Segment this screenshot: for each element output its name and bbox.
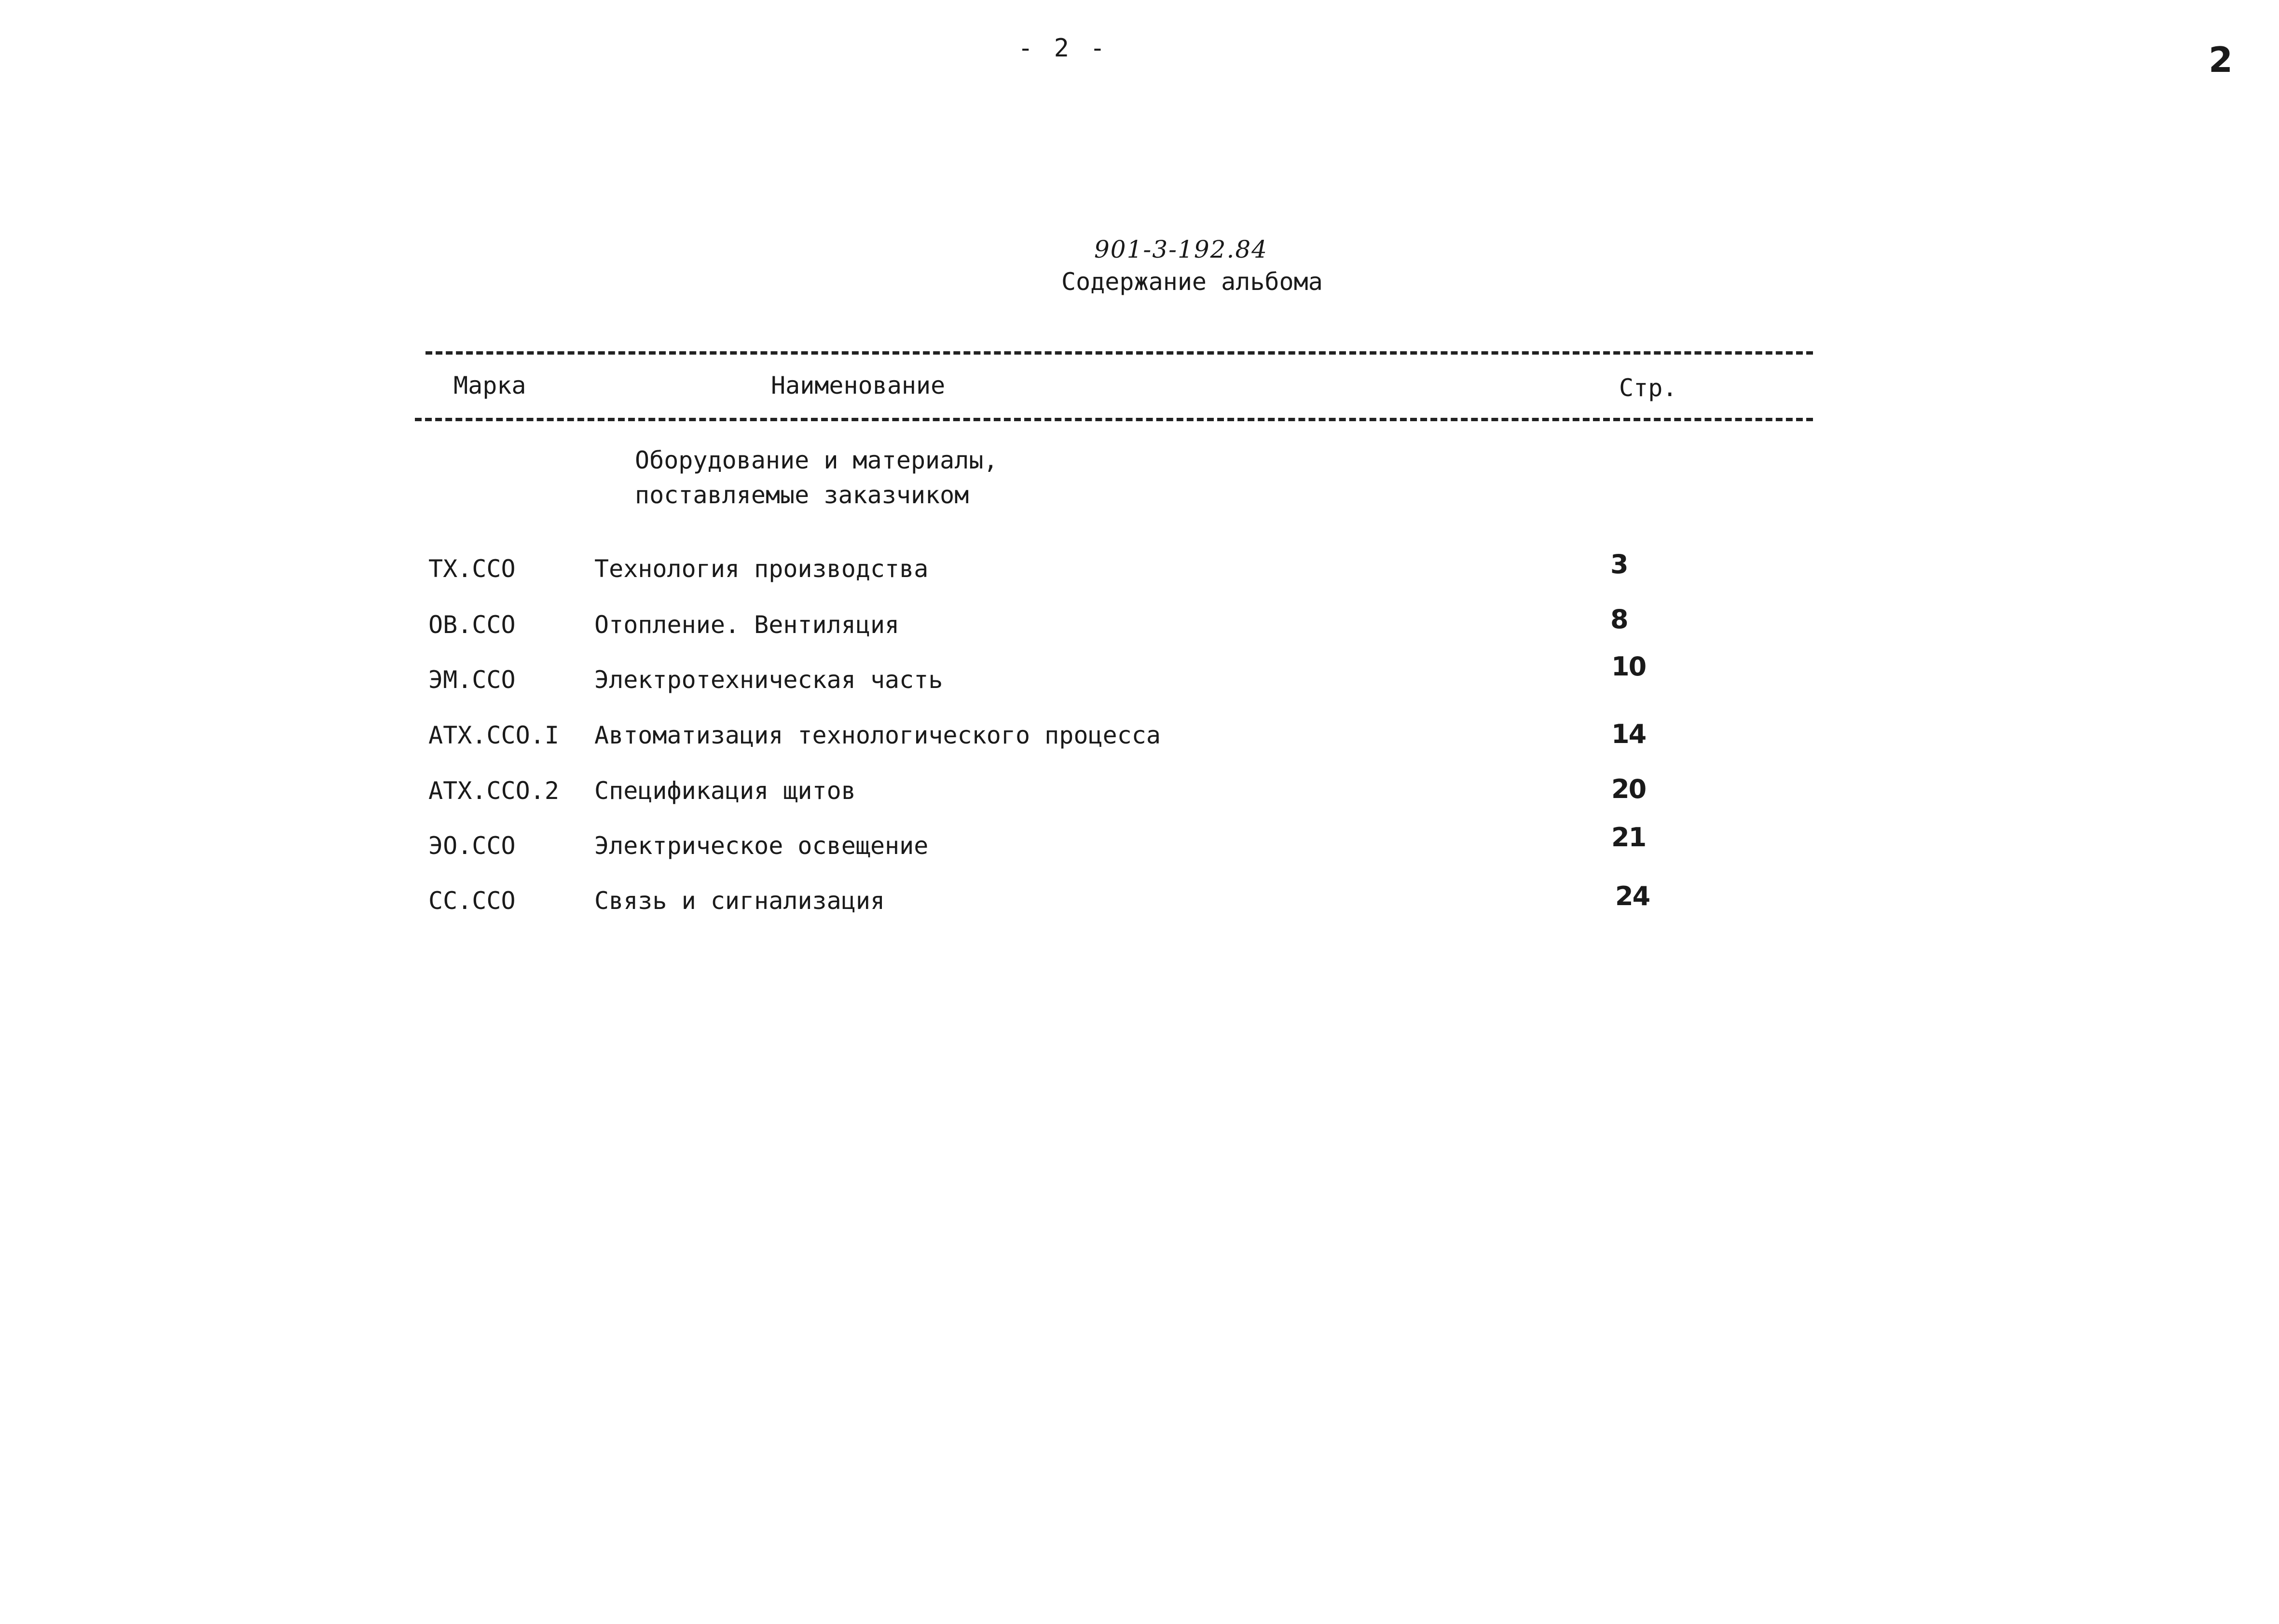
- row-page: 8: [1610, 604, 1628, 634]
- row-mark: АТХ.ССО.I: [428, 721, 559, 749]
- row-page: 3: [1610, 549, 1628, 579]
- row-name: Автоматизация технологического процесса: [594, 721, 1161, 749]
- sheet-number: 2: [2209, 40, 2233, 80]
- row-name: Электрическое освещение: [594, 832, 929, 860]
- row-name: Технология производства: [594, 555, 929, 583]
- row-mark: АТХ.ССО.2: [428, 777, 559, 805]
- row-mark: ОВ.ССО: [428, 611, 516, 639]
- section-heading-line-1: Оборудование и материалы,: [635, 446, 998, 474]
- column-header-page: Стр.: [1619, 374, 1677, 402]
- column-header-name: Наименование: [771, 372, 946, 399]
- row-mark: ЭМ.ССО: [428, 666, 516, 694]
- row-page: 10: [1611, 651, 1646, 682]
- row-page: 24: [1615, 881, 1650, 911]
- document-code: 901-3-192.84: [1094, 235, 1268, 263]
- row-page: 21: [1611, 822, 1646, 853]
- column-header-mark: Марка: [453, 372, 526, 399]
- row-mark: ЭО.ССО: [428, 832, 516, 860]
- section-heading-line-2: поставляемые заказчиком: [635, 481, 969, 509]
- row-name: Электротехническая часть: [594, 666, 943, 694]
- table-header-rule: [415, 418, 1813, 421]
- row-name: Спецификация щитов: [594, 777, 856, 805]
- document-title: Содержание альбома: [1061, 268, 1323, 296]
- row-mark: СС.ССО: [428, 887, 516, 915]
- table-top-rule: [426, 351, 1813, 355]
- page-number-top: - 2 -: [1018, 34, 1108, 63]
- row-mark: ТХ.ССО: [428, 555, 516, 583]
- row-page: 20: [1611, 774, 1646, 804]
- row-name: Отопление. Вентиляция: [594, 611, 900, 639]
- section-heading: [635, 443, 998, 512]
- row-name: Связь и сигнализация: [594, 887, 885, 915]
- row-page: 14: [1611, 719, 1646, 749]
